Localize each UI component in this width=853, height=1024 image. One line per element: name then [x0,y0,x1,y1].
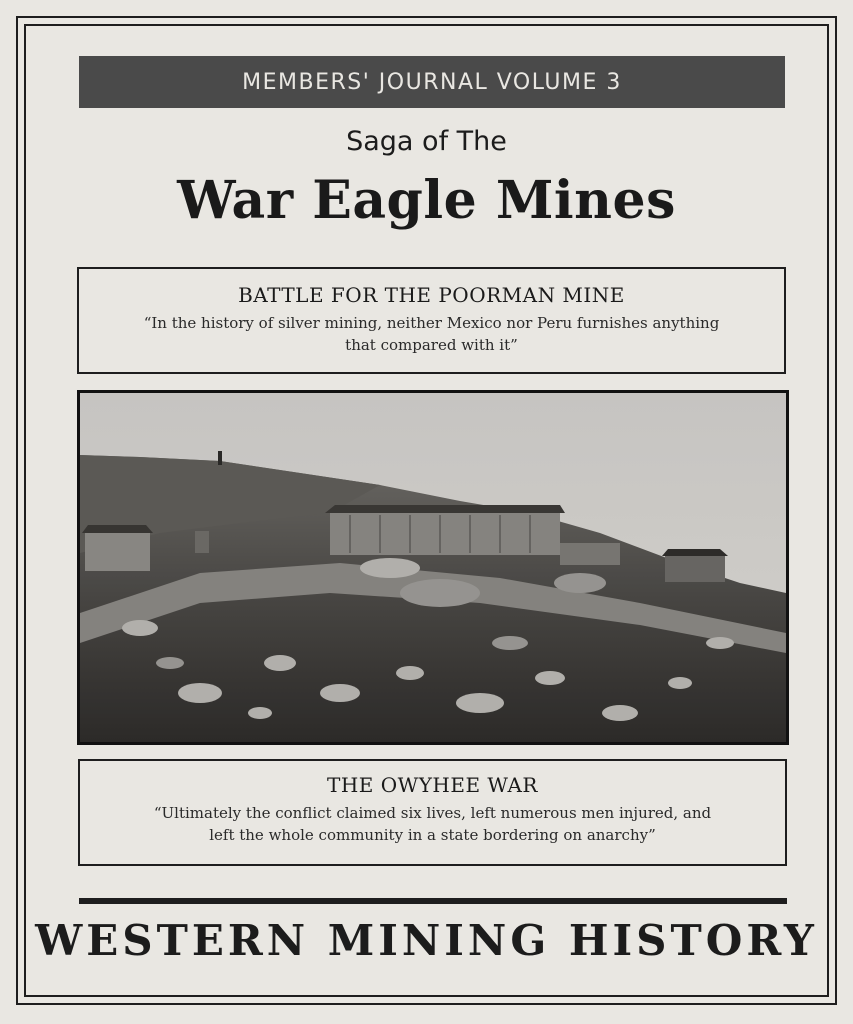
feature-heading: THE OWYHEE WAR [327,773,538,797]
feature-box-poorman [77,267,786,374]
feature-box-owyhee [78,759,787,866]
volume-banner [79,56,785,108]
mine-photo [77,390,789,745]
page-title: War Eagle Mines [177,170,676,231]
feature-quote: “Ultimately the conflict claimed six lives, left numerous men injured, and left the whole community in a state bordering on anarchy” [153,804,712,844]
subtitle: Saga of The [346,126,507,157]
footer-rule [79,898,787,904]
feature-quote: “In the history of silver mining, neither Mexico nor Peru furnishes anything that compared with it” [143,314,720,354]
feature-heading: BATTLE FOR THE POORMAN MINE [238,283,625,307]
volume-banner-text: MEMBERS' JOURNAL VOLUME 3 [242,69,622,95]
publisher-name: WESTERN MINING HISTORY [35,916,818,965]
